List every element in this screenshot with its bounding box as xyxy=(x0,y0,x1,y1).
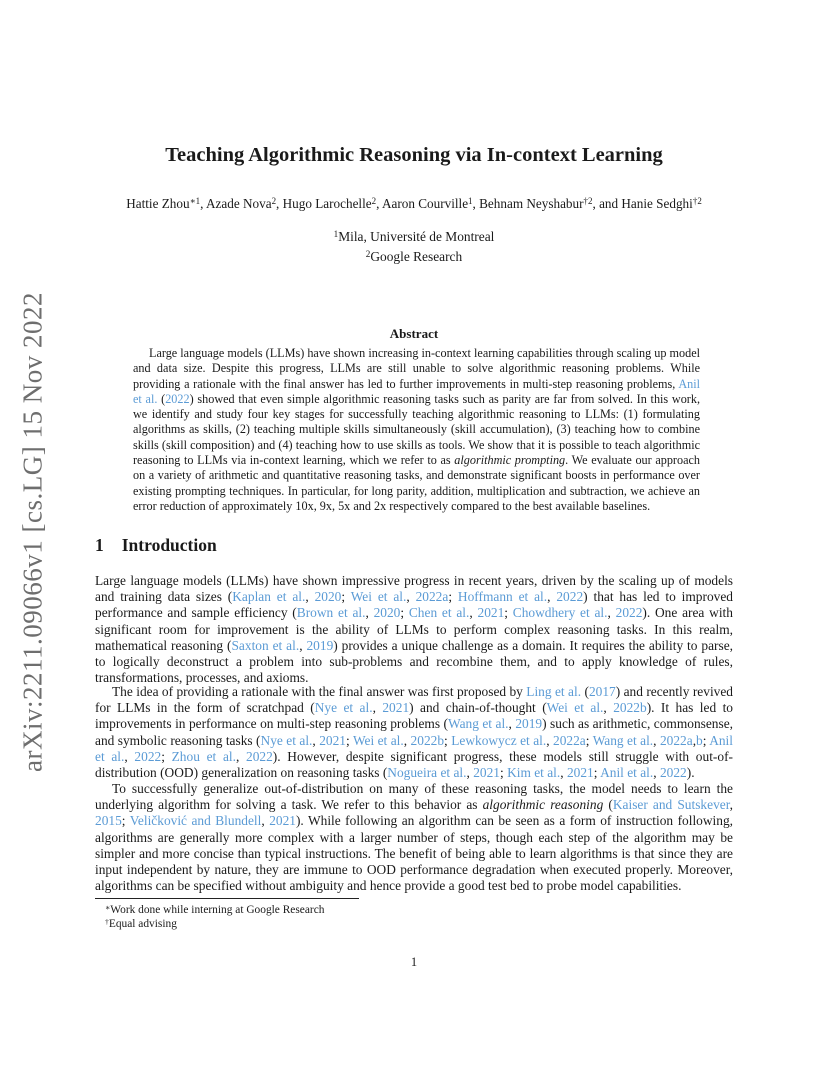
citation-link[interactable]: b xyxy=(696,732,703,748)
citation-link[interactable]: Kaiser and Sutskever xyxy=(612,797,730,813)
text-segment: , xyxy=(607,605,616,621)
text-segment: †2 xyxy=(583,195,593,206)
text-segment: , xyxy=(692,732,697,748)
text-segment: , xyxy=(603,700,614,716)
citation-link[interactable]: Wei et al. xyxy=(352,732,404,748)
intro-paragraph-2 xyxy=(95,684,733,781)
text-segment: ) showed that even simple algorithmic reasoning tasks such as parity are far from solved. In this work, we identify and study four key stages for successfully teaching algorithmic reasoning to LLMs: (1) formulating algorithms as skills, (2) teaching multiple skills simultaneously (skill accumulation), (3) teaching how to combine skills (skill composition) and (4) teaching how to use skills as tools. We show that it is possible to teach algorithmic reasoning to LLMs via in-context learning, which we refer to as xyxy=(133,391,701,468)
text-segment: Large language models (LLMs) have shown increasing in-context learning capabilities through scaling up model and data size. Despite this progress, LLMs are still unable to solve algorithmic reasoning problems. While providing a rationale with the final answer has led to further improvements in multi-step reasoning problems, xyxy=(133,346,700,391)
text-segment: , xyxy=(546,732,554,748)
citation-link[interactable]: 2020 xyxy=(373,605,401,621)
text-segment: , xyxy=(299,637,307,653)
intro-paragraph-1 xyxy=(95,573,733,686)
text-segment: , xyxy=(372,700,383,716)
text-segment: ; xyxy=(341,589,351,605)
text-segment: ; xyxy=(593,765,601,781)
paper-title: Teaching Algorithmic Reasoning via In-context Learning xyxy=(165,144,663,166)
text-segment: , Behnam Neyshabur xyxy=(472,196,584,211)
text-segment: ). xyxy=(686,765,695,781)
text-segment: ; xyxy=(504,605,513,621)
text-segment: ; xyxy=(499,765,508,781)
text-segment: ) and recently revived for LLMs in the form of scratchpad ( xyxy=(95,684,733,716)
text-segment: ) that has led to improved performance and sample efficiency ( xyxy=(95,589,733,621)
citation-link[interactable]: Anil et al. xyxy=(133,376,700,406)
text-segment: , xyxy=(406,589,416,605)
citation-link[interactable]: Wang et al. xyxy=(448,716,509,732)
footnote-intern xyxy=(95,903,733,917)
text-segment: , Azade Nova xyxy=(200,196,272,211)
citation-link[interactable]: 2022b xyxy=(613,700,647,716)
citation-link[interactable]: Chowdhery et al. xyxy=(512,605,608,621)
citation-link[interactable]: 2022 xyxy=(134,748,162,764)
citation-link[interactable]: Anil et al. xyxy=(600,765,654,781)
affiliation-google xyxy=(95,249,733,265)
author-line xyxy=(75,196,753,212)
text-segment: , xyxy=(547,589,557,605)
text-segment: ). While following an algorithm can be seen as a form of instruction following, algorithms are generally more complex with a larger number of steps, though each step of the algorithm may be simpler and more concise than typical instructions. The benefit of being able to learn algorithms is that since they are input independent by nature, they are immune to OOD performance degradation when executed properly. Moreover, algorithms can be specified without ambiguity and hence provide a good test bed to probe model capabilities. xyxy=(95,813,733,894)
text-segment: ( xyxy=(581,684,589,699)
text-segment: , Hugo Larochelle xyxy=(276,196,372,211)
intro-paragraph-3 xyxy=(95,781,733,894)
footnotes xyxy=(95,903,733,931)
text-segment: , and Hanie Sedghi xyxy=(592,196,693,211)
text-segment: . We evaluate our approach on a variety of arithmetic and quantitative reasoning tasks, and demonstrate significant boosts in performance over existing prompting techniques. In particular, for long parity, addition, multiplication and subtraction, we achieve an error reduction of approximately 10x, 9x, 5x and 2x respectively compared to the best available baselines. xyxy=(133,453,700,513)
abstract-heading: Abstract xyxy=(389,326,439,341)
text-segment: Equal advising xyxy=(108,918,177,930)
citation-link[interactable]: Wang et al. xyxy=(592,732,654,748)
text-segment: Work done while interning at Google Research xyxy=(110,904,325,916)
text-segment: , xyxy=(312,732,320,748)
text-segment: , xyxy=(560,765,567,781)
text-segment: , Aaron Courville xyxy=(376,196,469,211)
text-segment: Mila, Université de Montreal xyxy=(338,229,495,244)
text-segment: Google Research xyxy=(370,249,463,264)
citation-link[interactable]: 2021 xyxy=(382,700,410,716)
citation-link[interactable]: 2022a xyxy=(553,732,586,748)
citation-link[interactable]: 2015 xyxy=(95,813,122,829)
text-segment: , xyxy=(305,589,315,605)
arxiv-watermark: arXiv:2211.09066v1 [cs.LG] 15 Nov 2022 xyxy=(17,292,48,772)
text-segment: ). One area with significant room for improvement is the ability of LLMs to perform complex reasoning tasks. In this realm, mathematical reasoning ( xyxy=(95,605,733,653)
text-segment: , xyxy=(403,732,411,748)
text-segment: , xyxy=(261,813,270,829)
affiliation-mila xyxy=(95,229,733,245)
text-segment: ; xyxy=(161,748,172,764)
section-title: Introduction xyxy=(121,535,217,555)
text-segment: †2 xyxy=(692,195,702,206)
text-segment: ). It has led to improvements in performance on multi-step reasoning problems ( xyxy=(95,700,733,732)
citation-link[interactable]: 2022 xyxy=(165,391,190,406)
text-segment: ; xyxy=(444,732,452,748)
citation-link[interactable]: Brown et al. xyxy=(296,605,366,621)
footnote-equal-advising xyxy=(95,917,733,931)
text-segment: Hattie Zhou xyxy=(126,196,190,211)
citation-link[interactable]: 2021 xyxy=(477,605,505,621)
text-segment: To successfully generalize out-of-distribution on many of these reasoning tasks, the model needs to learn the underlying algorithm for solving a task. We refer to this behavior as xyxy=(95,781,733,813)
citation-link[interactable]: Nye et al. xyxy=(260,732,313,748)
text-segment: ) and chain-of-thought ( xyxy=(409,700,547,716)
text-segment: , xyxy=(365,605,374,621)
citation-link[interactable]: Hoffmann et al. xyxy=(457,589,548,605)
citation-link[interactable]: 2022 xyxy=(615,605,643,621)
citation-link[interactable]: 2021 xyxy=(269,813,296,829)
citation-link[interactable]: Nogueira et al. xyxy=(387,765,467,781)
text-segment: ). However, despite significant progress, these models still struggle with out-of-distribution (OOD) generalization on reasoning tasks ( xyxy=(95,748,733,781)
text-segment: ; xyxy=(702,732,710,748)
text-segment: ; xyxy=(400,605,409,621)
text-segment: 2 xyxy=(271,195,277,206)
citation-link[interactable]: 2019 xyxy=(515,716,543,732)
citation-link[interactable]: 2022 xyxy=(556,589,584,605)
text-segment: ; xyxy=(585,732,593,748)
text-segment: ∗1 xyxy=(189,195,201,206)
text-segment: , xyxy=(235,748,246,764)
text-segment: , xyxy=(466,765,474,781)
citation-link[interactable]: Ling et al. xyxy=(526,684,582,699)
text-segment: , xyxy=(469,605,478,621)
text-segment: , xyxy=(653,732,660,748)
text-segment: ) provides a unique challenge as a domain. It requires the ability to parse, to logically deconstruct a problem into sub-problems and recombine them, and to apply knowledge of rules, transformations, processes, and axioms. xyxy=(95,637,733,686)
citation-link[interactable]: 2022a xyxy=(659,732,693,748)
citation-link[interactable]: 2022 xyxy=(659,765,687,781)
citation-link[interactable]: 2019 xyxy=(306,637,334,653)
section-number: 1 xyxy=(95,535,104,555)
text-segment: ; xyxy=(448,589,458,605)
text-segment: ; xyxy=(346,732,353,748)
section-heading-introduction xyxy=(95,535,733,556)
text-segment: Large language models (LLMs) have shown impressive progress in recent years, driven by the scaling up of models and training data sizes ( xyxy=(95,573,733,605)
text-segment: , xyxy=(124,748,135,764)
abstract-body xyxy=(133,346,700,514)
text-segment: 1 xyxy=(333,228,339,239)
text-segment: † xyxy=(105,916,109,926)
citation-link[interactable]: Chen et al. xyxy=(408,605,470,621)
text-segment: , xyxy=(508,716,516,732)
citation-link[interactable]: Saxton et al. xyxy=(231,637,300,653)
text-segment: ; xyxy=(121,813,130,829)
page-number: 1 xyxy=(410,955,418,969)
text-segment: algorithmic reasoning xyxy=(482,797,604,813)
citation-link[interactable]: 2021 xyxy=(566,765,594,781)
text-segment: algorithmic prompting xyxy=(454,453,566,468)
citation-link[interactable]: Kim et al. xyxy=(507,765,561,781)
citation-link[interactable]: Zhou et al. xyxy=(171,748,236,764)
text-segment: ( xyxy=(157,391,166,406)
citation-link[interactable]: 2021 xyxy=(319,732,346,748)
text-segment: 2 xyxy=(365,248,371,259)
text-segment: The idea of providing a rationale with the final answer was first proposed by xyxy=(112,684,527,699)
citation-link[interactable]: 2022a xyxy=(415,589,449,605)
citation-link[interactable]: 2022 xyxy=(246,748,273,764)
text-segment: , xyxy=(729,797,733,813)
footnote-rule xyxy=(95,898,359,899)
citation-link[interactable]: 2022b xyxy=(410,732,445,748)
text-segment: ∗ xyxy=(105,902,111,912)
citation-link[interactable]: Anil et al. xyxy=(95,732,733,764)
citation-link[interactable]: 2020 xyxy=(314,589,342,605)
text-segment: , xyxy=(653,765,660,781)
citation-link[interactable]: Kaplan et al. xyxy=(232,589,306,605)
citation-link[interactable]: 2017 xyxy=(588,684,616,699)
text-segment: ) such as arithmetic, commonsense, and symbolic reasoning tasks ( xyxy=(95,716,733,748)
citation-link[interactable]: Lewkowycz et al. xyxy=(451,732,547,748)
citation-link[interactable]: Veličković and Blundell xyxy=(129,813,262,829)
citation-link[interactable]: Wei et al. xyxy=(546,700,604,716)
citation-link[interactable]: Nye et al. xyxy=(314,700,373,716)
citation-link[interactable]: Wei et al. xyxy=(350,589,407,605)
citation-link[interactable]: 2021 xyxy=(473,765,500,781)
text-segment: 2 xyxy=(371,195,377,206)
text-segment: 1 xyxy=(468,195,473,206)
text-segment: ( xyxy=(603,797,613,813)
